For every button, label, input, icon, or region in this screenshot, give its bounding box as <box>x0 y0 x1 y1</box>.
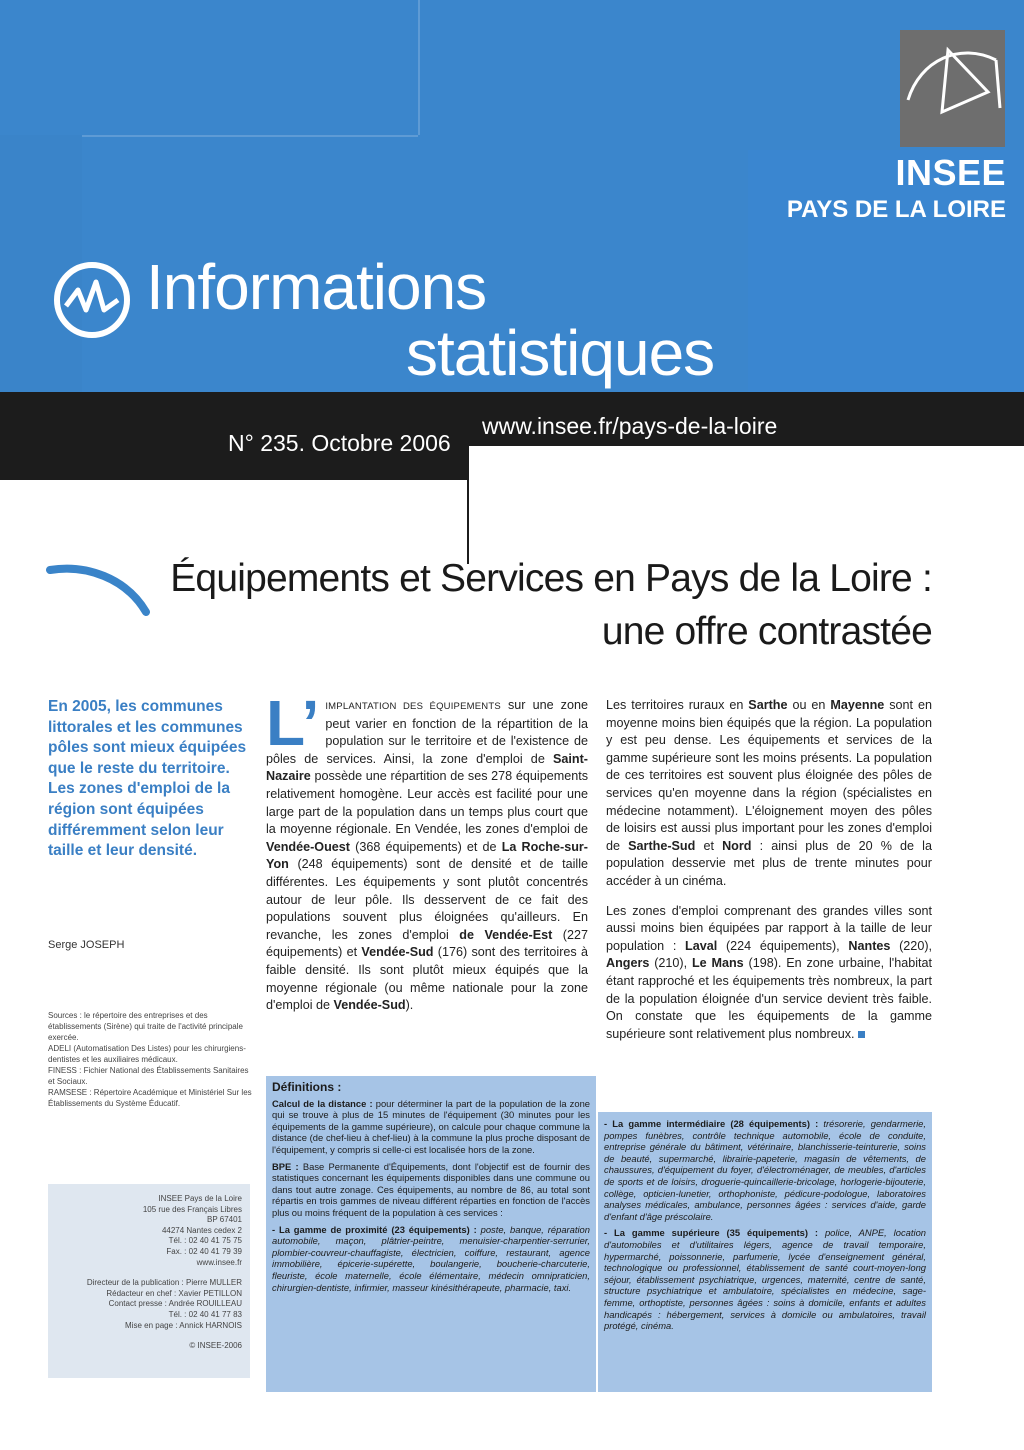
source-item: ADELI (Automatisation Des Listes) pour les chirurgiens-dentistes et les auxiliaires médicaux. <box>48 1044 246 1064</box>
pulse-logo-icon <box>52 260 132 340</box>
definition-text: trésorerie, gendarmerie, pompes funèbres, contrôle technique automobile, école de conduite, entreprise générale du bâtiment, vétérinaire, blanchisserie-teinturerie, soins de beauté, supermarché, librairie-papeterie, magasin de vêtements, de chaussures, d'équipement du foyer, d'électroménager, de meubles, d'articles de sports et de loisirs, droguerie-quincaillerie-bricolage, horlogerie-bijouterie, collège, opticien-lunetier, orthophoniste, pédicure-podologue, laboratoires analyses médicales, ambulance, personnes âgées : services d'aide, garde d'enfant d'âge préscolaire. <box>604 1118 926 1222</box>
source-item: RAMSESE : Répertoire Académique et Ministériel Sur les Établissements du Système Éducatif. <box>48 1088 252 1108</box>
place-name: Laval <box>685 938 718 953</box>
place-name: Sarthe-Sud <box>628 838 696 853</box>
text-run: et <box>695 838 723 853</box>
place-name: Vendée-Ouest <box>266 839 350 854</box>
text-run: ). <box>405 998 414 1013</box>
source-item: Sources : le répertoire des entreprises et des établissements (Sirène) qui traite de l'activité principale exercée. <box>48 1011 243 1042</box>
address-line: 105 rue des Français Libres <box>142 1204 242 1214</box>
definition-term: - La gamme supérieure (35 équipements) : <box>604 1227 819 1239</box>
address-website[interactable]: www.insee.fr <box>196 1257 242 1267</box>
definition-term: BPE : <box>272 1160 299 1172</box>
definition <box>272 1098 590 1156</box>
definitions-box-1 <box>266 1076 596 1392</box>
article-title-line2: une offre contrastée <box>601 610 932 653</box>
text-run: ou en <box>787 698 831 712</box>
text-run: sont en moyenne moins bien équipés que la région. La population y est peu dense. Les équipements et services de la gamme supérieure sont les moins présents. La population de ces territoires est souvent plus éloignée des pôles de services qu'en moyenne dans la région (spécialistes en médecine notamment). L'éloignement moyen des pôles de loisirs est aussi plus important pour les zones d'emploi de <box>606 698 932 853</box>
place-name: La Roche-sur-Yon <box>266 839 588 872</box>
text-run: (227 équipements) et <box>266 927 588 960</box>
place-name: Angers <box>606 956 650 971</box>
text-run: (176) sont des territoires à faible densité. Ils sont plutôt mieux équipés que la moyenne régionale (ou même nationale pour la zone d'emploi de <box>266 945 588 1013</box>
definition-term: - La gamme intermédiaire (28 équipements) : <box>604 1118 819 1129</box>
text-run: (210), <box>649 956 692 971</box>
definition-text: police, ANPE, location d'automobiles et d'utilitaires légers, agence de travail temporaire, hypermarché, poissonnerie, parfumerie, lycée d'enseignement général, technologique ou professionnel, établissement de santé court-moyen-long séjour, établissement psychiatrique, urgences, maternité, centre de santé, structure psychiatrique et ambulatoire, spécialistes en médecine, sage-femme, orthoptiste, personnes âgées : soins à domicile, enfants et adultes handicapés : hébergement, services à domicile ou ambulatoires, travail protégé, cinéma. <box>604 1227 926 1332</box>
place-name: Mayenne <box>830 698 885 712</box>
article-column-2 <box>266 687 588 1027</box>
text-run: (220), <box>890 938 933 953</box>
author: Serge JOSEPH <box>48 939 125 951</box>
address-line: Fax. : 02 40 41 79 39 <box>166 1246 242 1256</box>
text-run: (198). En zone urbaine, l'habitat étant rapproché et les équipements très nombreux, la part de la population éloignée d'un service devient très faible. On constate que les équipements de la gamme supérieure sont relativement plus nombreux. <box>606 956 933 1041</box>
insee-logo <box>900 30 1005 147</box>
text-run: (248 équipements) sont de densité et de taille différentes. Les équipements y sont plutôt concentrés autour de leur pôle. Ils desservent de ce fait des populations souvent plus éloignées qu'ailleurs. En revanche, les zones d'emploi <box>266 857 588 942</box>
title-arc-icon <box>46 558 156 618</box>
header-divider <box>82 135 418 137</box>
definitions-box-2 <box>598 1112 932 1392</box>
text-run: : ainsi plus de 20 % de la population desservie met plus de trente minutes pour accéder à un cinéma. <box>606 838 932 888</box>
definitions-heading: Définitions : <box>272 1080 342 1094</box>
paragraph <box>606 697 932 891</box>
text-run: Les territoires ruraux en <box>606 698 749 712</box>
end-mark-icon <box>858 1031 865 1038</box>
paragraph <box>266 687 588 1015</box>
source-item: FINESS : Fichier National des Établissements Sanitaires et Sociaux. <box>48 1066 249 1086</box>
credit-line: Contact presse : Andrée ROUILLEAU <box>108 1299 242 1309</box>
drop-cap: L’ <box>266 687 320 759</box>
article-intro: En 2005, les communes littorales et les communes pôles sont mieux équipées que le reste du territoire. Les zones d'emploi de la région sont équipées différemment selon leur taille et leur densité. <box>48 698 247 860</box>
address-line: INSEE Pays de la Loire <box>158 1194 242 1203</box>
place-name: Nord <box>722 838 752 853</box>
place-name: Vendée-Sud <box>333 998 406 1013</box>
text-run: possède une répartition de ses 278 équipements relativement homogène. Leur accès est facilité pour une large part de la population dans un temps plus court que la moyenne régionale. En Vendée, les zones d'emploi de <box>266 769 588 837</box>
website-link[interactable]: www.insee.fr/pays-de-la-loire <box>482 413 778 439</box>
copyright: © INSEE-2006 <box>189 1341 242 1351</box>
place-name: Sarthe <box>748 698 788 712</box>
definition-term: - La gamme de proximité (23 équipements) : <box>272 1223 477 1235</box>
text-run: sur une zone peut varier en fonction de la répartition de la population sur le territoire et de l'existence de pôles de services. Ainsi, la zone d'emploi de <box>266 698 588 766</box>
definition-text: Base Permanente d'Équipements, dont l'objectif est de fournir des statistiques concernant les équipements disponibles dans une commune ou dans tout autre zonage. Ces équipements, au nombre de 86, au total sont répartis en trois gammes de niveau différent réparties en fonction de l'accès plus ou moins fréquent de la population à ces services : <box>272 1160 590 1218</box>
place-name: de Vendée-Est <box>459 927 553 942</box>
contact-box <box>48 1184 250 1378</box>
series-title-line1: Informations <box>146 251 487 323</box>
address-line: BP 67401 <box>207 1215 242 1225</box>
series-title-line2: statistiques <box>406 317 715 389</box>
credit-line: Tél. : 02 40 41 77 83 <box>168 1309 242 1319</box>
vertical-rule <box>467 446 469 564</box>
address-line: Tél. : 02 40 41 75 75 <box>168 1236 242 1246</box>
article-column-3 <box>606 697 932 1055</box>
place-name: Nantes <box>848 938 891 953</box>
text-run: (368 équipements) et de <box>350 839 502 854</box>
definition <box>272 1161 590 1219</box>
insee-logo-mark-icon <box>900 30 1005 147</box>
credit-line: Directeur de la publication : Pierre MULLER <box>86 1278 242 1288</box>
text-run: Les zones d'emploi comprenant des grandes villes sont aussi moins bien équipées par rapport à la taille de leur population : <box>606 903 932 953</box>
place-name: Saint-Nazaire <box>266 751 588 784</box>
definition-text: poste, banque, réparation automobile, maçon, plâtrier-peintre, menuisier-charpentier-serrurier, plombier-couvreur-chauffagiste, électricien, coiffure, restaurant, agence immobilière, épicerie-supérette, boulangerie, boucherie-charcuterie, fleuriste, école maternelle, école élémentaire, médecin omnipraticien, chirurgien-dentiste, infirmier, masseur kinésithérapeute, pharmacie, taxi. <box>272 1223 590 1293</box>
credit-line: Rédacteur en chef : Xavier PETILLON <box>106 1288 242 1298</box>
place-name: Le Mans <box>691 956 744 971</box>
text-run: (224 équipements), <box>717 938 849 953</box>
article-title-line1: Équipements et Services en Pays de la Loire : <box>170 557 932 600</box>
credit-line: Mise en page : Annick HARNOIS <box>125 1320 242 1330</box>
paragraph <box>606 903 932 1044</box>
definition <box>272 1224 590 1294</box>
definition <box>604 1227 926 1331</box>
publisher-name: INSEE <box>895 152 1006 193</box>
address-line: 44274 Nantes cedex 2 <box>161 1225 242 1235</box>
lead-in: IMPLANTATION DES ÉQUIPEMENTS <box>325 701 501 712</box>
definition <box>604 1118 926 1222</box>
definition-term: Calcul de la distance : <box>272 1097 373 1109</box>
place-name: Vendée-Sud <box>361 945 434 960</box>
sources-note <box>48 1010 253 1109</box>
header-divider <box>418 0 420 135</box>
definition-text: pour déterminer la part de la population de la zone qui se trouve à plus de 15 minutes de l'équipement (30 minutes pour les équipements de la gamme supérieure), on calcule pour chaque commune la distance (de chef-lieu à chef-lieu) à la commune la plus proche disposant de l'équipement, y compris si celle-ci est localisée hors de la zone. <box>272 1097 590 1155</box>
publisher-region: PAYS DE LA LOIRE <box>786 196 1006 223</box>
issue-number: N° 235. Octobre 2006 <box>228 430 451 456</box>
